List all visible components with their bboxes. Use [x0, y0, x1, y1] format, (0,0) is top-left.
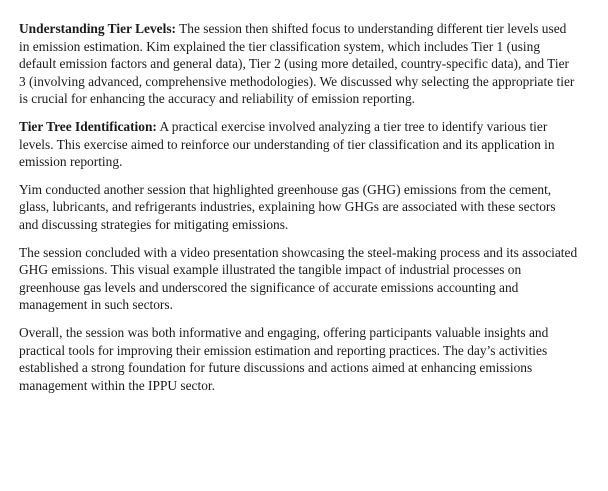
paragraph-understanding-tier-levels — [19, 20, 578, 108]
paragraph-heading-understanding-tier-levels: Understanding Tier Levels: — [19, 21, 176, 36]
paragraph-ghg-industries — [19, 181, 578, 234]
paragraph-text: The session then shifted focus to understanding different tier levels used in emission estimation. Kim explained the tier classification system, which includes Tier 1 (using default emission factors and general data), Tier 2 (using more detailed, country-specific data), and Tier 3 (involving advanced, comprehensive methodologies). We discussed why selecting the appropriate tier is crucial for enhancing the accuracy and reliability of emission reporting. — [19, 21, 575, 107]
paragraph-steel-video — [19, 244, 578, 314]
paragraph-text: A practical exercise involved analyzing a tier tree to identify various tier levels. This exercise aimed to reinforce our understanding of tier classification and its application in emission reporting. — [19, 118, 555, 170]
paragraph-text: Yim conducted another session that highlighted greenhouse gas (GHG) emissions from the cement, glass, lubricants, and refrigerants industries, explaining how GHGs are associated with these sectors and discussing strategies for mitigating emissions. — [19, 181, 556, 232]
paragraph-tier-tree-identification — [19, 118, 578, 171]
paragraph-text: The session concluded with a video presentation showcasing the steel-making process and its associated GHG emissions. This visual example illustrated the tangible impact of industrial processes on greenhouse gas levels and underscored the significance of accurate emissions accounting and management in such sectors. — [19, 244, 578, 313]
paragraph-text: Overall, the session was both informative and engaging, offering participants valuable insights and practical tools for improving their emission estimation and reporting practices. The day’s activities established a strong foundation for future discussions and actions aimed at enhancing emissions management within the IPPU sector. — [19, 324, 549, 393]
paragraph-overall-summary — [19, 324, 578, 394]
paragraph-heading-tier-tree-identification: Tier Tree Identification: — [19, 118, 157, 134]
